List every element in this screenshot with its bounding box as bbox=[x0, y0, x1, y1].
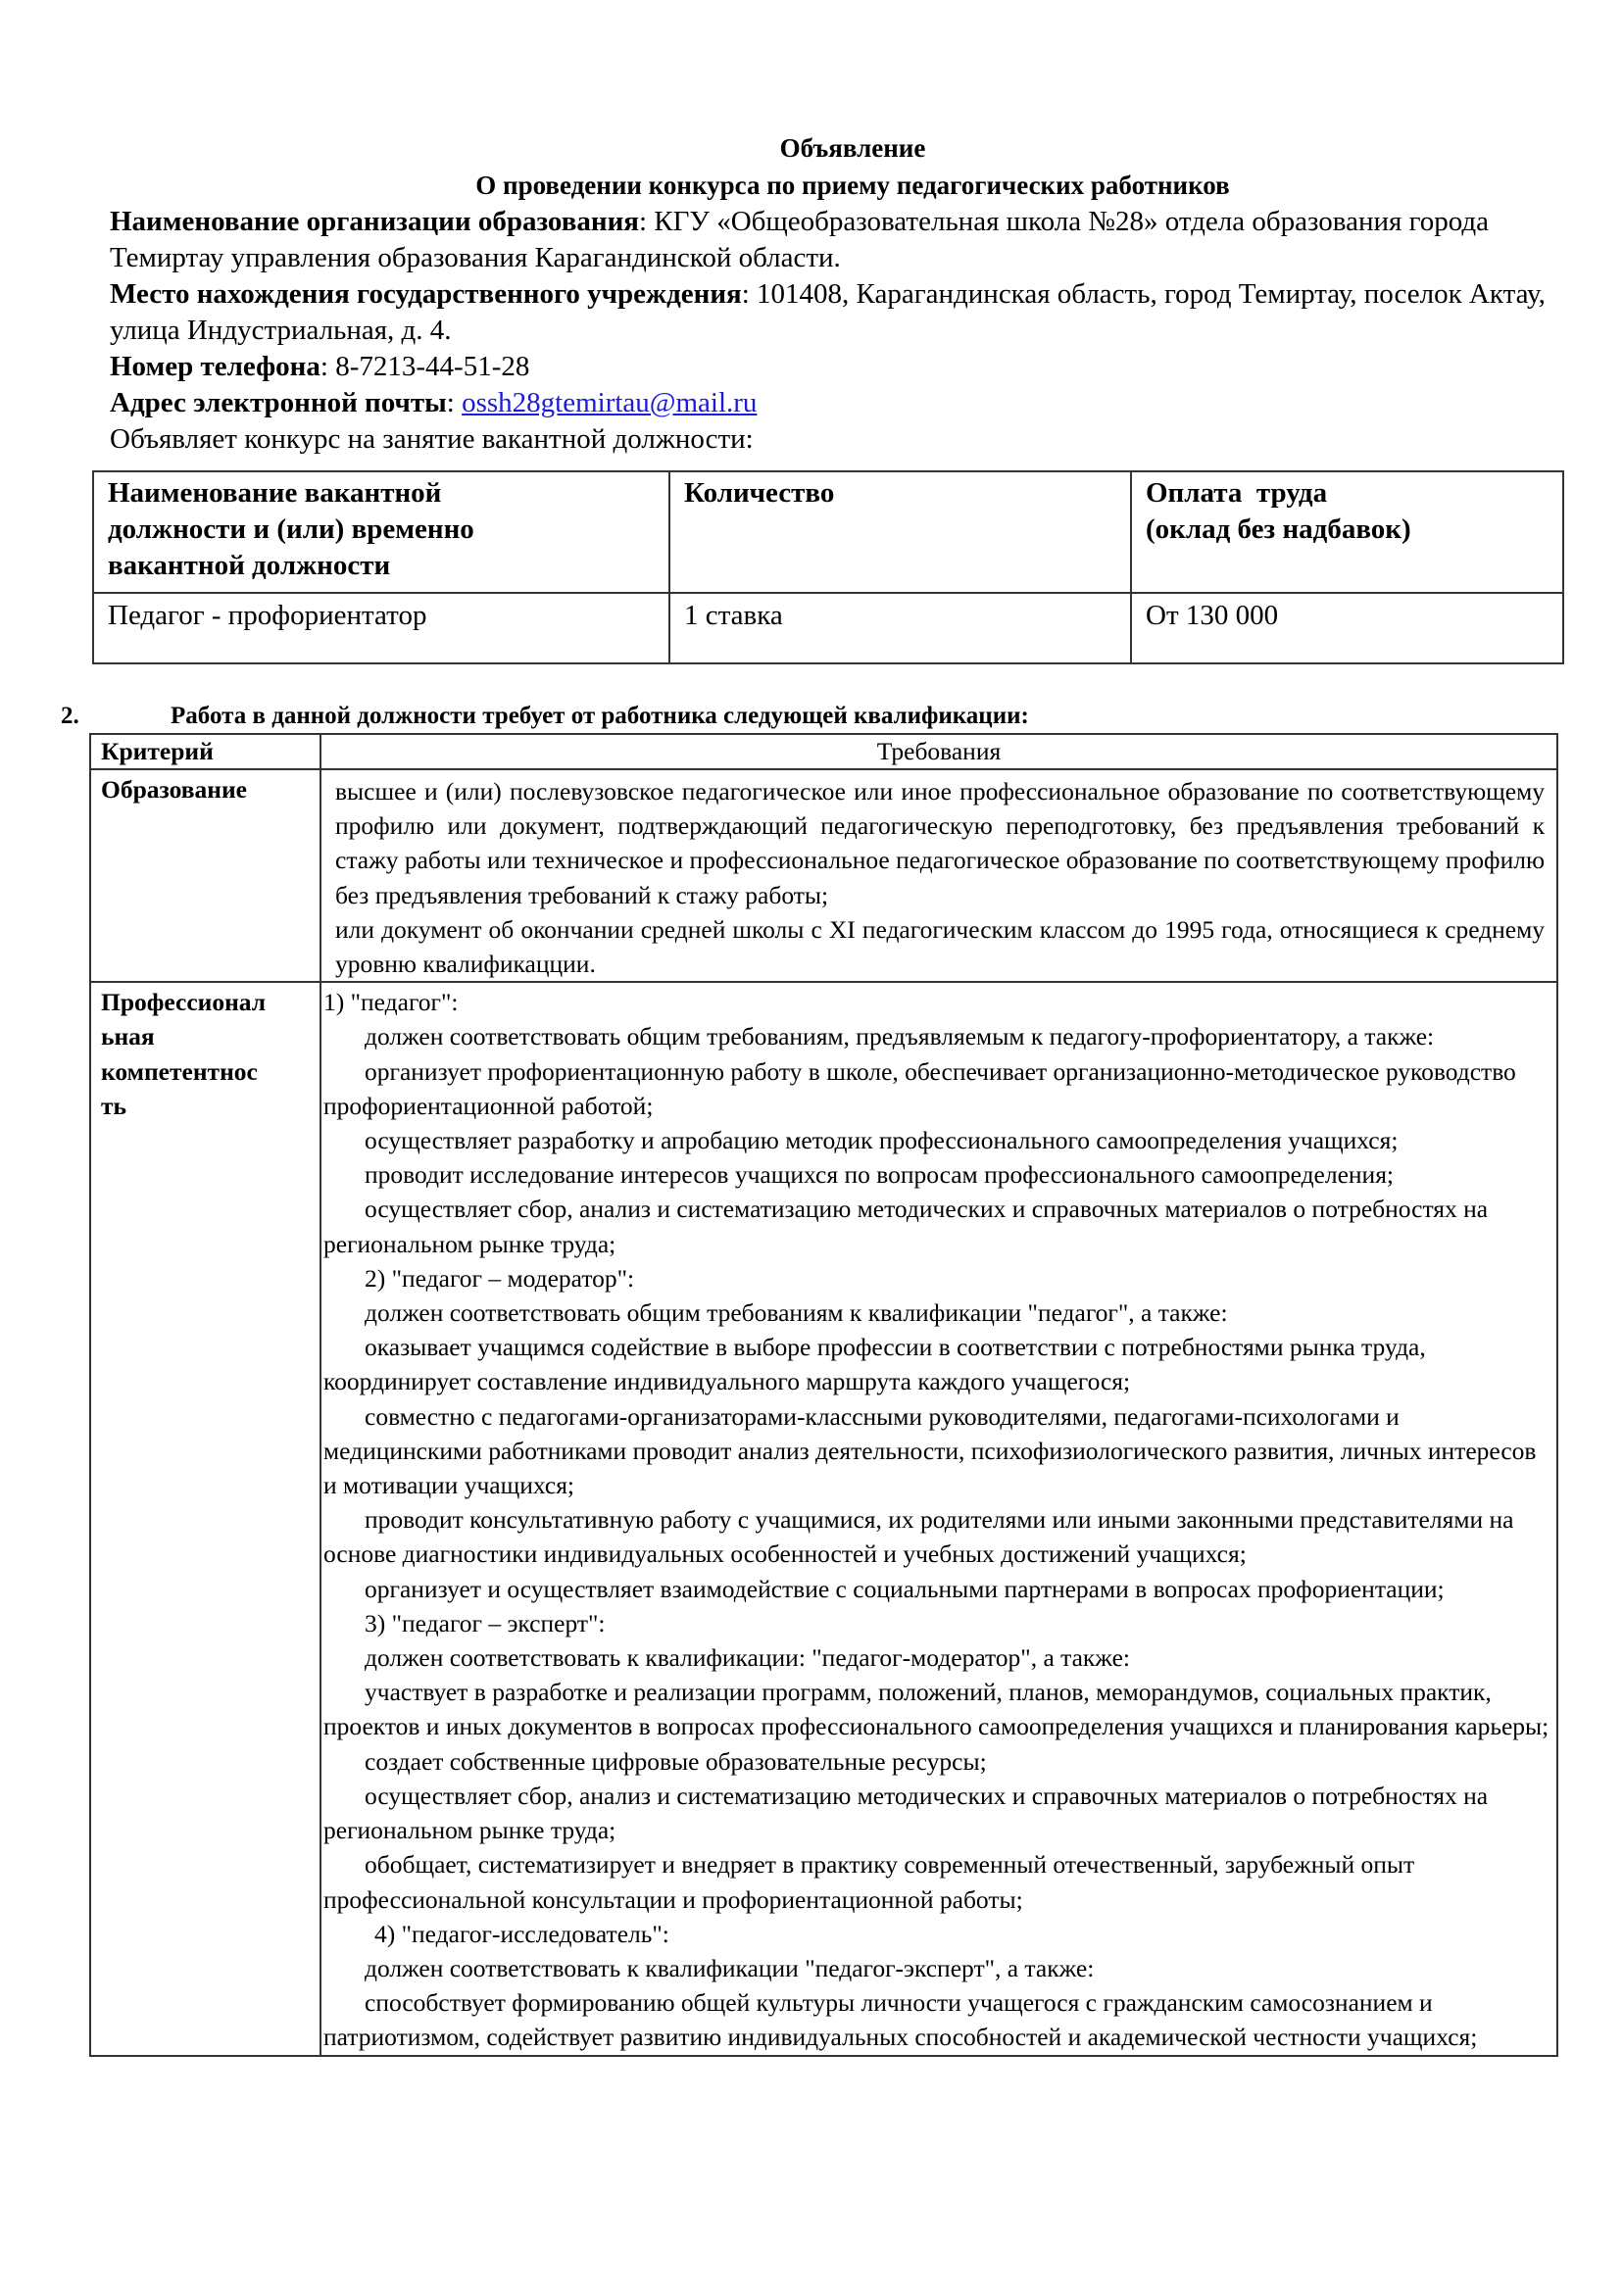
organization-value: КГУ «Общеобразовательная школа №28» отдела образования города Темиртау управления образования Карагандинской области. bbox=[110, 206, 1490, 273]
phone-value: 8-7213-44-51-28 bbox=[335, 351, 530, 382]
header-position-line: Наименование вакантной bbox=[108, 477, 442, 509]
requirements-competence bbox=[320, 982, 1557, 2055]
email-label: Адрес электронной почты bbox=[110, 387, 447, 418]
competence-item: способствует формированию общей культуры личности учащегося с гражданским самосознанием и патриотизмом, содействует развитию индивидуальных способностей и академической честности учащихся; bbox=[323, 1988, 1478, 2052]
competence-item: создает собственные цифровые образовательные ресурсы; bbox=[365, 1746, 987, 1776]
education-paragraph: или документ об окончании средней школы с XI педагогическим классом до 1995 года, относящиеся к среднему уровню квалификацции. bbox=[335, 914, 1545, 979]
competence-item: должен соответствовать общим требованиям, предъявляемым к педагогу-профориентатору, а также: bbox=[365, 1022, 1435, 1051]
header-quantity: Количество bbox=[669, 471, 1131, 593]
announce-line: Объявляет конкурс на занятие вакантной должности: bbox=[110, 423, 754, 455]
competence-item: осуществляет сбор, анализ и систематизацию методических и справочных материалов о потребностях на региональном рынке труда; bbox=[323, 1195, 1489, 1258]
email-field: Адрес электронной почты: ossh28gtemirtau@mail.ru bbox=[110, 387, 758, 418]
cell-salary: От 130 000 bbox=[1131, 593, 1563, 663]
header-salary-line: Оплата труда bbox=[1146, 477, 1328, 509]
competence-item: 1) "педагог": bbox=[323, 988, 459, 1017]
table-row-competence bbox=[90, 982, 1557, 2055]
document-title: Объявление bbox=[779, 133, 926, 163]
criterion-competence bbox=[90, 982, 320, 2055]
competence-item: проводит консультативную работу с учащимися, их родителями или иными законными представителями на основе диагностики индивидуальных особенностей и учебных достижений учащихся; bbox=[323, 1505, 1514, 1569]
criterion-line: Профессионал bbox=[101, 988, 267, 1017]
header-requirements: Требования bbox=[320, 734, 1557, 769]
header-criterion: Критерий bbox=[90, 734, 320, 769]
header-position-line: вакантной должности bbox=[108, 550, 391, 581]
document-subtitle: О проведении конкурса по приему педагогических работников bbox=[475, 171, 1230, 200]
qualification-table bbox=[89, 733, 1558, 2057]
competence-item: организует профориентационную работу в школе, обеспечивает организационно-методическое руководство профориентационной работой; bbox=[323, 1056, 1516, 1120]
competence-item: 4) "педагог-исследователь": bbox=[374, 1919, 669, 1948]
criterion-line: ть bbox=[101, 1091, 127, 1120]
table-row bbox=[93, 593, 1563, 663]
competence-item: организует и осуществляет взаимодействие с социальными партнерами в вопросах профориентации; bbox=[365, 1574, 1445, 1603]
section-number: 2. bbox=[61, 703, 79, 729]
vacancy-table-header bbox=[93, 471, 1563, 593]
criterion-line: компетентнос bbox=[101, 1056, 258, 1086]
organization-field: Наименование организации образования: КГУ «Общеобразовательная школа №28» отдела образования города Темиртау управления образования Карагандинской области. bbox=[110, 206, 1490, 273]
competence-item: должен соответствовать к квалификации: "педагог-модератор", а также: bbox=[365, 1643, 1130, 1673]
table-row-education bbox=[90, 769, 1557, 982]
criterion-education: Образование bbox=[90, 769, 320, 982]
education-paragraph: высшее и (или) послевузовское педагогическое или иное профессиональное образование по соответствующему профилю или документ, подтверждающий педагогическую переподготовку, без предъявления требований к стажу работы или техническое и профессиональное педагогическое образование по соответствующему профилю без предъявления требований к стажу работы; bbox=[335, 777, 1545, 909]
cell-position: Педагог - профориентатор bbox=[93, 593, 669, 663]
header-salary-line: (оклад без надбавок) bbox=[1146, 513, 1411, 545]
competence-item: 2) "педагог – модератор": bbox=[365, 1263, 635, 1293]
section-2-heading bbox=[61, 702, 1029, 731]
competence-item: должен соответствовать общим требованиям к квалификации "педагог", а также: bbox=[365, 1298, 1228, 1328]
competence-item: участвует в разработке и реализации программ, положений, планов, меморандумов, социальных практик, проектов и иных документов в вопросах профессионального самоопределения учащихся и планирования карьеры; bbox=[323, 1678, 1549, 1741]
location-value: 101408, Карагандинская область, город Темиртау, поселок Актау, улица Индустриальная, д. 4. bbox=[110, 278, 1546, 346]
competence-item: обобщает, систематизирует и внедряет в практику современный отечественный, зарубежный опыт профессиональной консультации и профориентационной работы; bbox=[323, 1850, 1415, 1914]
header-salary bbox=[1131, 471, 1563, 593]
organization-label: Наименование организации образования bbox=[110, 206, 639, 237]
header-position bbox=[93, 471, 669, 593]
competence-item: должен соответствовать к квалификации "педагог-эксперт", а также: bbox=[365, 1953, 1095, 1982]
competence-item: проводит исследование интересов учащихся по вопросам профессионального самоопределения; bbox=[365, 1160, 1395, 1190]
competence-item: осуществляет сбор, анализ и систематизацию методических и справочных материалов о потребностях на региональном рынке труда; bbox=[323, 1781, 1489, 1845]
location-label: Место нахождения государственного учреждения bbox=[110, 278, 742, 310]
section-heading-text: Работа в данной должности требует от работника следующей квалификации: bbox=[171, 703, 1029, 729]
competence-item: осуществляет разработку и апробацию методик профессионального самоопределения учащихся; bbox=[365, 1126, 1399, 1155]
requirements-education bbox=[320, 769, 1557, 982]
email-link[interactable]: ossh28gtemirtau@mail.ru bbox=[462, 387, 758, 418]
location-field: Место нахождения государственного учреждения: 101408, Карагандинская область, город Темиртау, поселок Актау, улица Индустриальная, д. 4. bbox=[110, 278, 1546, 346]
phone-field: Номер телефона: 8-7213-44-51-28 bbox=[110, 351, 530, 382]
vacancy-table bbox=[92, 470, 1564, 664]
header-position-line: должности и (или) временно bbox=[108, 513, 474, 545]
phone-label: Номер телефона bbox=[110, 351, 320, 382]
qualification-table-header bbox=[90, 734, 1557, 769]
competence-item: совместно с педагогами-организаторами-классными руководителями, педагогами-психологами и медицинскими работниками проводит анализ деятельности, психофизиологического развития, личных интересов и мотивации учащихся; bbox=[323, 1401, 1537, 1500]
competence-item: 3) "педагог – эксперт": bbox=[365, 1608, 606, 1637]
criterion-line: ьная bbox=[101, 1022, 155, 1051]
competence-item: оказывает учащимся содействие в выборе профессии в соответствии с потребностями рынка труда, координирует составление индивидуального маршрута каждого учащегося; bbox=[323, 1333, 1426, 1396]
cell-quantity: 1 ставка bbox=[669, 593, 1131, 663]
